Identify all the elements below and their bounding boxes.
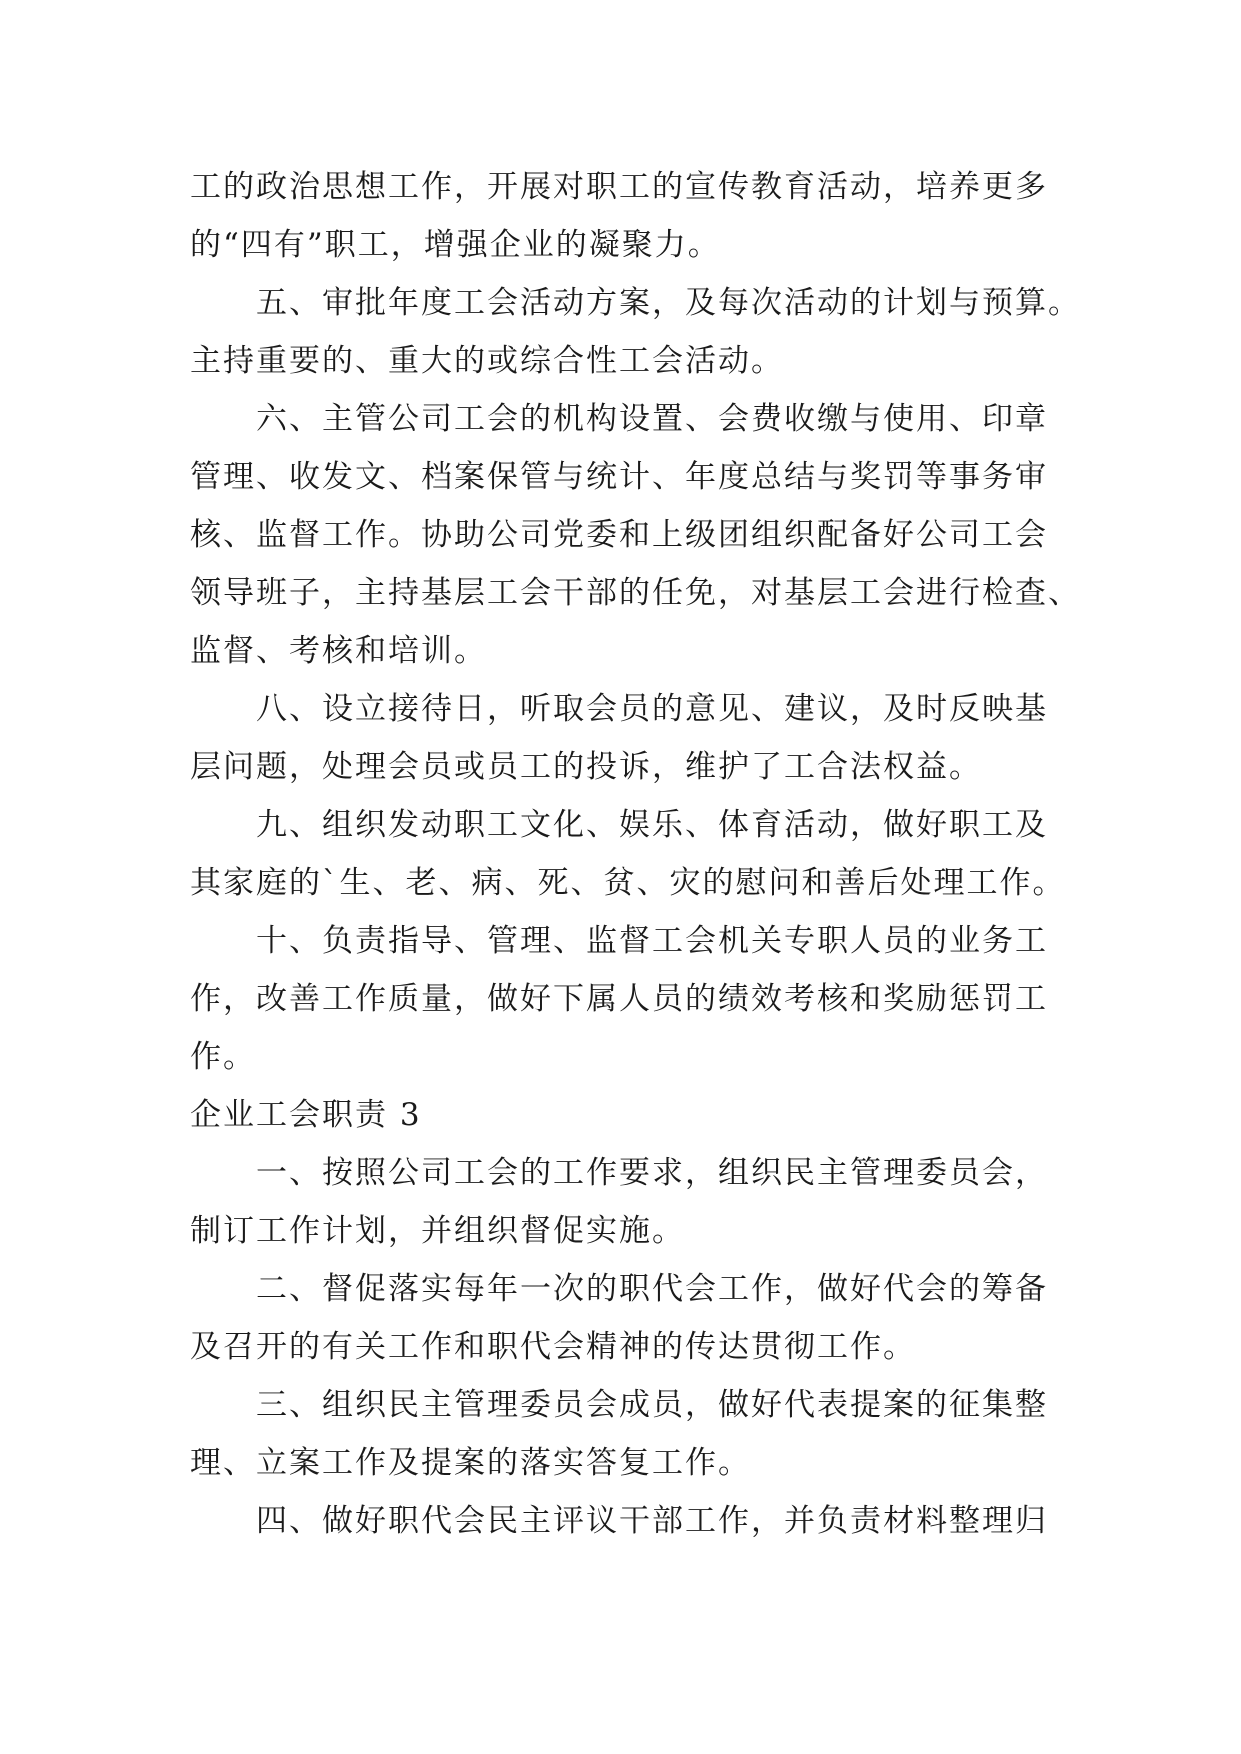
text-line: 理、立案工作及提案的落实答复工作。 — [190, 1445, 751, 1481]
text-line: 监督、考核和培训。 — [190, 633, 487, 669]
paragraph-item-6: 六、主管公司工会的机构设置、会费收缴与使用、印章 — [256, 401, 1048, 437]
text-line: 主持重要的、重大的或综合性工会活动。 — [190, 343, 784, 379]
text-line: 领导班子，主持基层工会干部的任免，对基层工会进行检查、 — [190, 575, 1081, 611]
paragraph-item-5: 五、审批年度工会活动方案，及每次活动的计划与预算。 — [256, 285, 1081, 321]
text-line: 作。 — [190, 1039, 256, 1075]
paragraph-item-9: 九、组织发动职工文化、娱乐、体育活动，做好职工及 — [256, 807, 1048, 843]
section-heading: 企业工会职责 3 — [190, 1097, 422, 1133]
text-line: 核、监督工作。协助公司党委和上级团组织配备好公司工会 — [190, 517, 1048, 553]
text-line: 管理、收发文、档案保管与统计、年度总结与奖罚等事务审 — [190, 459, 1048, 495]
paragraph-item-10: 十、负责指导、管理、监督工会机关专职人员的业务工 — [256, 923, 1048, 959]
text-line: 层问题，处理会员或员工的投诉，维护了工合法权益。 — [190, 749, 982, 785]
text-line: 其家庭的`生、老、病、死、贫、灾的慰问和善后处理工作。 — [190, 865, 1066, 901]
paragraph-item-2: 二、督促落实每年一次的职代会工作，做好代会的筹备 — [256, 1271, 1048, 1307]
text-line: 工的政治思想工作，开展对职工的宣传教育活动，培养更多 — [190, 169, 1048, 205]
paragraph-item-3: 三、组织民主管理委员会成员，做好代表提案的征集整 — [256, 1387, 1048, 1423]
paragraph-item-8: 八、设立接待日，听取会员的意见、建议，及时反映基 — [256, 691, 1048, 727]
paragraph-item-1: 一、按照公司工会的工作要求，组织民主管理委员会， — [256, 1155, 1048, 1191]
text-line: 作，改善工作质量，做好下属人员的绩效考核和奖励惩罚工 — [190, 981, 1048, 1017]
text-line: 的“四有”职工，增强企业的凝聚力。 — [190, 227, 721, 263]
text-line: 及召开的有关工作和职代会精神的传达贯彻工作。 — [190, 1329, 916, 1365]
text-line: 制订工作计划，并组织督促实施。 — [190, 1213, 685, 1249]
paragraph-item-4: 四、做好职代会民主评议干部工作，并负责材料整理归 — [256, 1503, 1048, 1539]
document-body — [190, 158, 1081, 1550]
